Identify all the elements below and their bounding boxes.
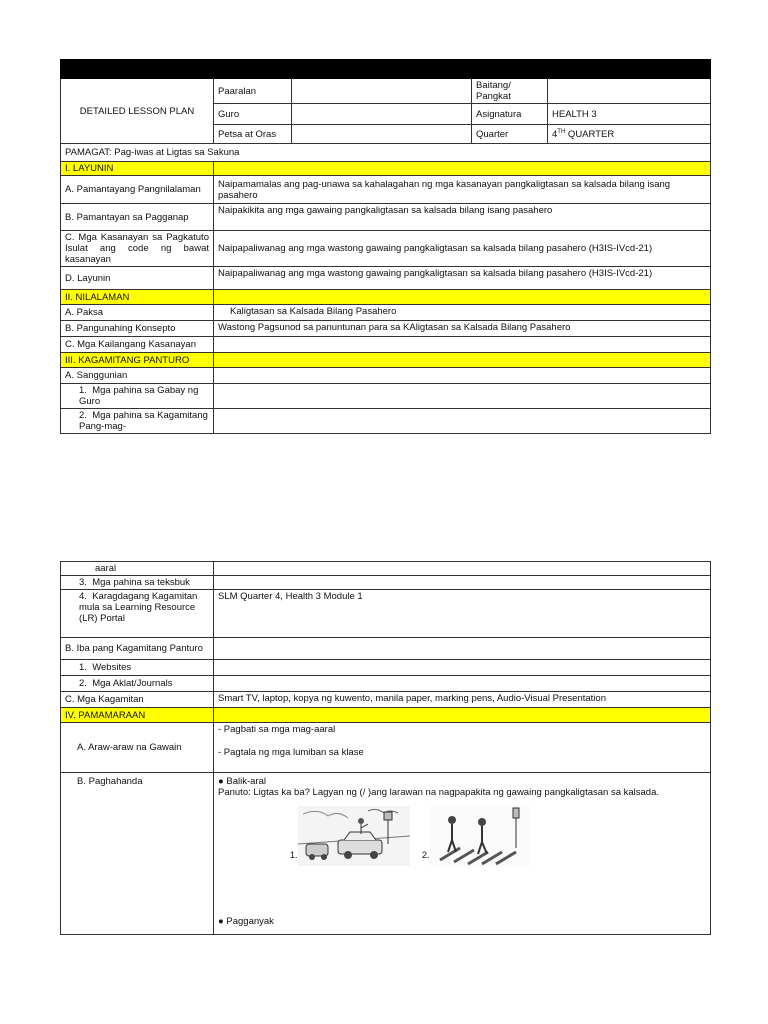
kasanayan-label: C. Mga Kailangang Kasanayan — [61, 337, 214, 353]
gabay-guro-label — [61, 384, 214, 409]
list-num: 4. — [79, 591, 87, 602]
list-label: Websites — [92, 662, 132, 673]
websites-value[interactable] — [214, 660, 711, 676]
cont-label: aaral — [61, 562, 214, 576]
list-num: 1. — [79, 385, 87, 396]
lesson-plan-table-2 — [60, 561, 711, 935]
pamamaraan-heading-fill — [214, 708, 711, 723]
lesson-plan-page2 — [60, 561, 710, 935]
layunin-c-value[interactable]: Naipapaliwanag ang mga wastong gawaing pangkaligtasan sa kalsada bilang pasahero (H3IS-IVcd-21) — [214, 231, 711, 267]
aklat-label — [61, 676, 214, 692]
lesson-plan-table-1 — [60, 59, 711, 434]
quarter-text: QUARTER — [565, 129, 615, 141]
img2-number: 2. — [422, 850, 430, 860]
asignatura-label: Asignatura — [472, 104, 548, 125]
pamamaraan-heading: IV. PAMAMARAAN — [61, 708, 214, 723]
pang-mag-aaral-value[interactable] — [214, 409, 711, 434]
quarter-label: Quarter — [472, 125, 548, 144]
asignatura-value[interactable]: HEALTH 3 — [548, 104, 711, 125]
list-num: 1. — [79, 662, 87, 673]
lr-portal-value[interactable]: SLM Quarter 4, Health 3 Module 1 — [214, 590, 711, 638]
pedestrian-crossing-illustration — [430, 806, 530, 866]
websites-label — [61, 660, 214, 676]
iba-label: B. Iba pang Kagamitang Panturo — [61, 638, 214, 660]
mga-kagamitan-label: C. Mga Kagamitan — [61, 692, 214, 708]
list-label: Karagdagang Kagamitan mula sa Learning Resource (LR) Portal — [79, 591, 198, 624]
kagamitan-heading: III. KAGAMITANG PANTURO — [61, 353, 214, 368]
petsa-value[interactable] — [292, 125, 472, 144]
guro-value[interactable] — [292, 104, 472, 125]
sanggunian-label: A. Sanggunian — [61, 368, 214, 384]
araw-line-1: - Pagbati sa mga mag-aaral — [218, 724, 336, 735]
aklat-value[interactable] — [214, 676, 711, 692]
list-num: 2. — [79, 410, 87, 421]
unsafe-car-illustration — [298, 806, 410, 866]
quarter-num: 4 — [552, 129, 558, 141]
kasanayan-value[interactable] — [214, 337, 711, 353]
petsa-label: Petsa at Oras — [214, 125, 292, 144]
teksbuk-value[interactable] — [214, 576, 711, 590]
paksa-value[interactable]: Kaligtasan sa Kalsada Bilang Pasahero — [214, 305, 711, 321]
layunin-a-value[interactable]: Naipamamalas ang pag-unawa sa kahalagahan ng mga kasanayan pangkaligtasan sa kalsada bilang isang pasahero — [214, 176, 711, 204]
quarter-value[interactable] — [548, 125, 711, 144]
mga-kagamitan-value[interactable]: Smart TV, laptop, kopya ng kuwento, manila paper, marking pens, Audio-Visual Presentation — [214, 692, 711, 708]
quarter-sup: TH — [557, 129, 566, 136]
lesson-plan-page1 — [60, 59, 710, 434]
illustrations — [218, 798, 706, 916]
layunin-heading-fill — [214, 162, 711, 176]
list-label: Mga pahina sa teksbuk — [92, 577, 190, 588]
layunin-b-label: B. Pamantayan sa Pagganap — [61, 204, 214, 231]
black-header-bar — [61, 60, 711, 79]
img1-number: 1. — [290, 850, 298, 860]
nilalaman-heading-fill — [214, 290, 711, 305]
pamagat: PAMAGAT: Pag-iwas at Ligtas sa Sakuna — [61, 144, 711, 162]
list-num: 2. — [79, 678, 87, 689]
paksa-label: A. Paksa — [61, 305, 214, 321]
paghahanda-label: B. Paghahanda — [61, 773, 214, 935]
balik-aral: ● Balik-aral — [218, 776, 266, 787]
list-label: Mga Aklat/Journals — [92, 678, 173, 689]
konsepto-label: B. Pangunahing Konsepto — [61, 321, 214, 337]
list-num: 3. — [79, 577, 87, 588]
kagamitan-heading-fill — [214, 353, 711, 368]
araw-label: A. Araw-araw na Gawain — [61, 723, 214, 773]
konsepto-value[interactable]: Wastong Pagsunod sa panuntunan para sa KAligtasan sa Kalsada Bilang Pasahero — [214, 321, 711, 337]
paaralan-value[interactable] — [292, 79, 472, 104]
cont-value[interactable] — [214, 562, 711, 576]
list-label: Mga pahina sa Gabay ng Guro — [79, 385, 199, 407]
araw-value[interactable] — [214, 723, 711, 773]
paaralan-label: Paaralan — [214, 79, 292, 104]
layunin-d-label: D. Layunin — [61, 267, 214, 290]
gabay-guro-value[interactable] — [214, 384, 711, 409]
nilalaman-heading: II. NILALAMAN — [61, 290, 214, 305]
baitang-label: Baitang/ Pangkat — [472, 79, 548, 104]
iba-value[interactable] — [214, 638, 711, 660]
layunin-heading: I. LAYUNIN — [61, 162, 214, 176]
pang-mag-aaral-label — [61, 409, 214, 434]
layunin-b-value[interactable]: Naipakikita ang mga gawaing pangkaligtasan sa kalsada bilang isang pasahero — [214, 204, 711, 231]
sanggunian-value[interactable] — [214, 368, 711, 384]
teksbuk-label — [61, 576, 214, 590]
panuto: Panuto: Ligtas ka ba? Lagyan ng (/ )ang larawan na nagpapakita ng gawaing pangkaligtasan sa kalsada. — [218, 787, 660, 798]
paghahanda-value[interactable] — [214, 773, 711, 935]
lr-portal-label — [61, 590, 214, 638]
pagganyak: ● Pagganyak — [218, 916, 274, 927]
layunin-d-value[interactable]: Naipapaliwanag ang mga wastong gawaing pangkaligtasan sa kalsada bilang pasahero (H3IS-IVcd-21) — [214, 267, 711, 290]
guro-label: Guro — [214, 104, 292, 125]
doc-title: DETAILED LESSON PLAN — [61, 79, 214, 144]
layunin-a-label: A. Pamantayang Pangnilalaman — [61, 176, 214, 204]
baitang-value[interactable] — [548, 79, 711, 104]
araw-line-2: - Pagtala ng mga lumiban sa klase — [218, 747, 364, 758]
list-label: Mga pahina sa Kagamitang Pang-mag- — [79, 410, 208, 432]
layunin-c-label: C. Mga Kasanayan sa Pagkatuto Isulat ang code ng bawat kasanayan — [61, 231, 214, 267]
